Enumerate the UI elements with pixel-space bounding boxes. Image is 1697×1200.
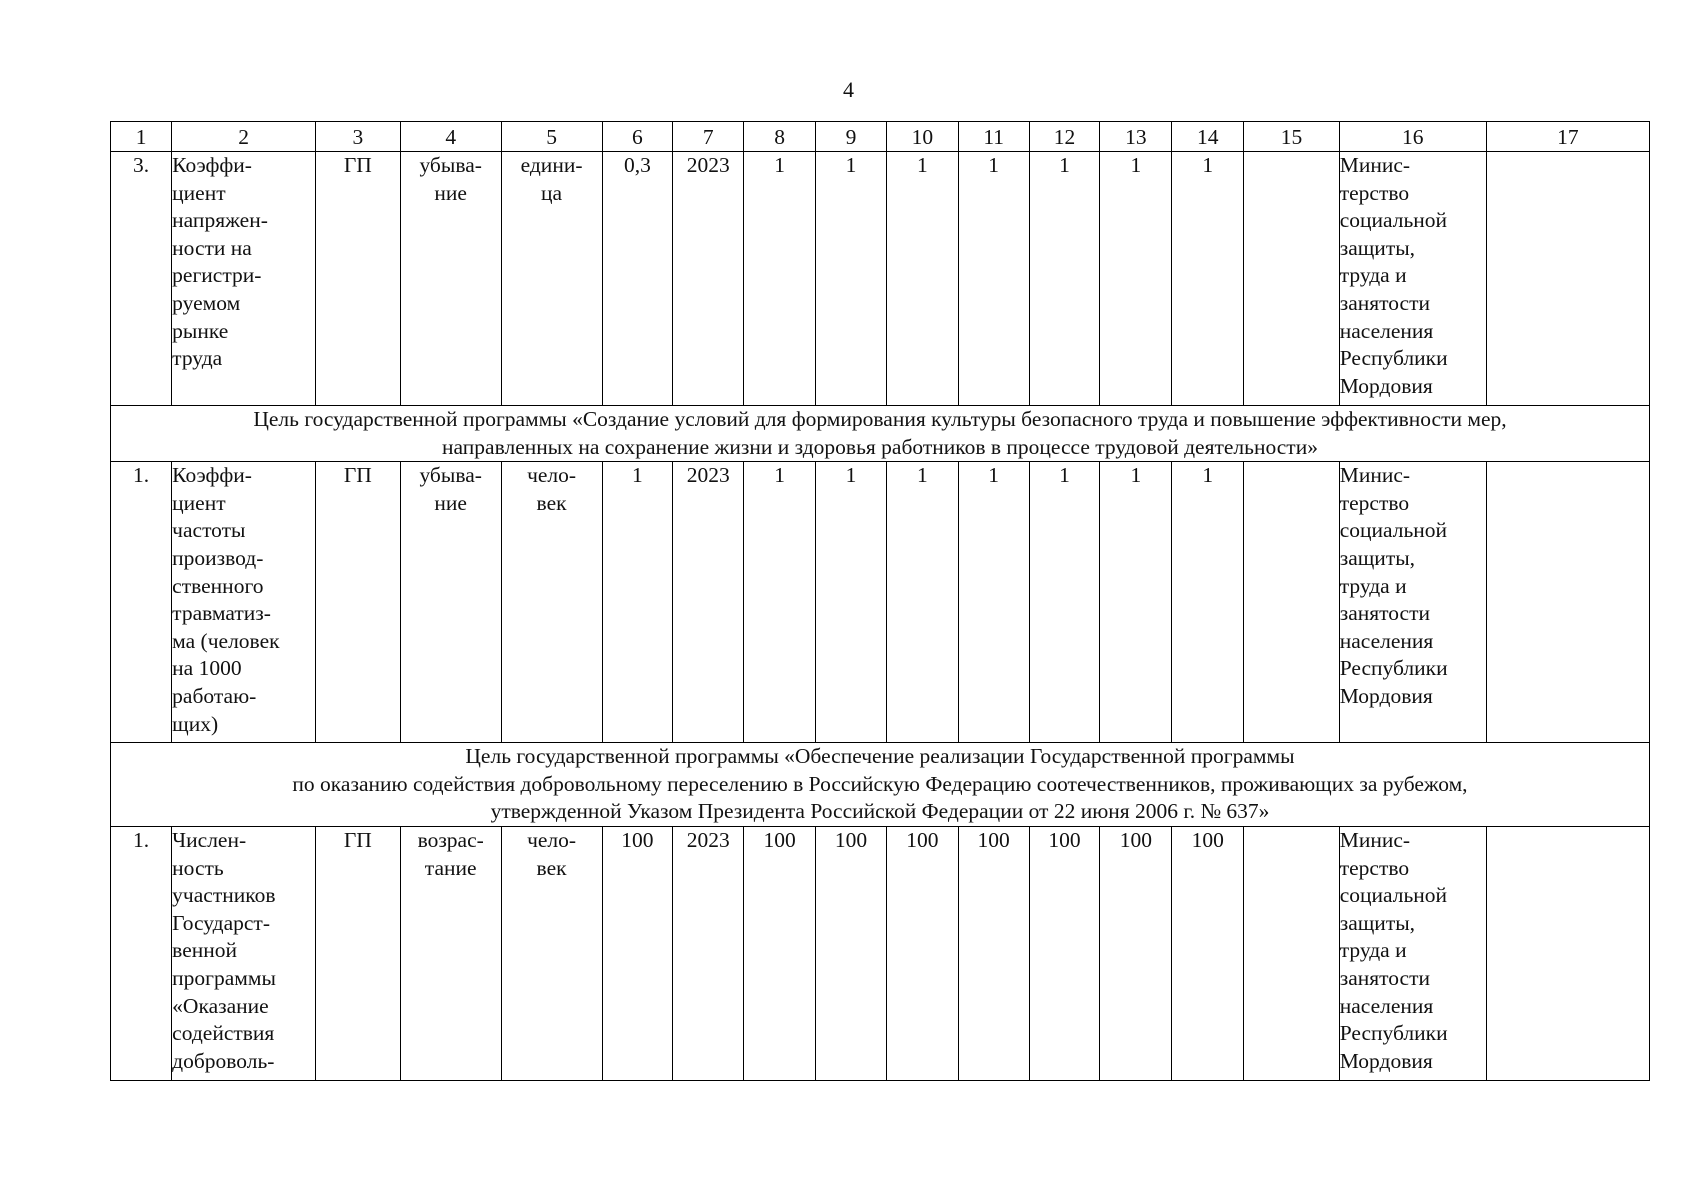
goal-row xyxy=(111,406,1650,462)
indicator-trend: убыва- ние xyxy=(400,152,501,406)
responsible-body: Минис- терство социальной защиты, труда и занятости населения Республики Мордовия xyxy=(1339,462,1486,743)
year-value: 1 xyxy=(816,462,887,743)
year-value: 1 xyxy=(1100,152,1172,406)
base-value: 100 xyxy=(602,826,673,1080)
goal-row xyxy=(111,743,1650,827)
header-cell: 11 xyxy=(958,122,1029,152)
header-cell: 2 xyxy=(172,122,316,152)
year-value: 1 xyxy=(816,152,887,406)
column-number-header xyxy=(111,122,1650,152)
header-cell: 6 xyxy=(602,122,673,152)
base-year: 2023 xyxy=(673,462,744,743)
indicator-unit: едини- ца xyxy=(501,152,602,406)
year-value: 100 xyxy=(958,826,1029,1080)
header-cell: 10 xyxy=(886,122,958,152)
base-year: 2023 xyxy=(673,826,744,1080)
col15-cell xyxy=(1244,152,1340,406)
col17-cell xyxy=(1486,826,1649,1080)
indicator-unit: чело- век xyxy=(501,462,602,743)
year-value: 1 xyxy=(958,152,1029,406)
indicator-trend: возрас- тание xyxy=(400,826,501,1080)
indicator-level: ГП xyxy=(315,152,400,406)
year-value: 100 xyxy=(1100,826,1172,1080)
header-cell: 9 xyxy=(816,122,887,152)
header-cell: 14 xyxy=(1172,122,1244,152)
header-cell: 3 xyxy=(315,122,400,152)
year-value: 1 xyxy=(1029,152,1100,406)
col15-cell xyxy=(1244,462,1340,743)
row-number: 3. xyxy=(111,152,172,406)
base-value: 0,3 xyxy=(602,152,673,406)
page-number: 4 xyxy=(843,77,854,102)
base-year: 2023 xyxy=(673,152,744,406)
goal-text: Цель государственной программы «Обеспечение реализации Государственной программы по оказанию содействия добровольному переселению в Российскую Федерацию соотечественников, проживающих за рубежом, утвержденной Указом Президента Российской Федерации от 22 июня 2006 г. № 637» xyxy=(111,743,1650,827)
year-value: 1 xyxy=(886,462,958,743)
indicator-unit: чело- век xyxy=(501,826,602,1080)
responsible-body: Минис- терство социальной защиты, труда и занятости населения Республики Мордовия xyxy=(1339,826,1486,1080)
header-cell: 4 xyxy=(400,122,501,152)
header-cell: 15 xyxy=(1244,122,1340,152)
year-value: 100 xyxy=(1029,826,1100,1080)
year-value: 100 xyxy=(1172,826,1244,1080)
year-value: 1 xyxy=(1100,462,1172,743)
header-cell: 5 xyxy=(501,122,602,152)
col17-cell xyxy=(1486,152,1649,406)
header-cell: 8 xyxy=(744,122,816,152)
base-value: 1 xyxy=(602,462,673,743)
header-cell: 7 xyxy=(673,122,744,152)
goal-text: Цель государственной программы «Создание условий для формирования культуры безопасного труда и повышение эффективности мер, направленных на сохранение жизни и здоровья работников в процессе трудовой деятельности» xyxy=(111,406,1650,462)
year-value: 1 xyxy=(744,152,816,406)
indicator-trend: убыва- ние xyxy=(400,462,501,743)
header-cell: 1 xyxy=(111,122,172,152)
indicator-name: Числен- ность участников Государст- венной программы «Оказание содействия доброволь- xyxy=(172,826,316,1080)
table-row xyxy=(111,826,1650,1080)
year-value: 1 xyxy=(886,152,958,406)
year-value: 100 xyxy=(744,826,816,1080)
indicators-table xyxy=(110,121,1650,1081)
year-value: 1 xyxy=(744,462,816,743)
indicator-name: Коэффи- циент напряжен- ности на регистри- руемом рынке труда xyxy=(172,152,316,406)
table-row xyxy=(111,462,1650,743)
year-value: 100 xyxy=(816,826,887,1080)
year-value: 100 xyxy=(886,826,958,1080)
col15-cell xyxy=(1244,826,1340,1080)
indicator-level: ГП xyxy=(315,462,400,743)
year-value: 1 xyxy=(1172,462,1244,743)
col17-cell xyxy=(1486,462,1649,743)
year-value: 1 xyxy=(1172,152,1244,406)
header-cell: 13 xyxy=(1100,122,1172,152)
header-cell: 17 xyxy=(1486,122,1649,152)
year-value: 1 xyxy=(958,462,1029,743)
year-value: 1 xyxy=(1029,462,1100,743)
row-number: 1. xyxy=(111,462,172,743)
indicator-name: Коэффи- циент частоты производ- ственного травматиз- ма (человек на 1000 работаю- щих) xyxy=(172,462,316,743)
indicator-level: ГП xyxy=(315,826,400,1080)
header-cell: 12 xyxy=(1029,122,1100,152)
responsible-body: Минис- терство социальной защиты, труда и занятости населения Республики Мордовия xyxy=(1339,152,1486,406)
header-cell: 16 xyxy=(1339,122,1486,152)
row-number: 1. xyxy=(111,826,172,1080)
table-row xyxy=(111,152,1650,406)
